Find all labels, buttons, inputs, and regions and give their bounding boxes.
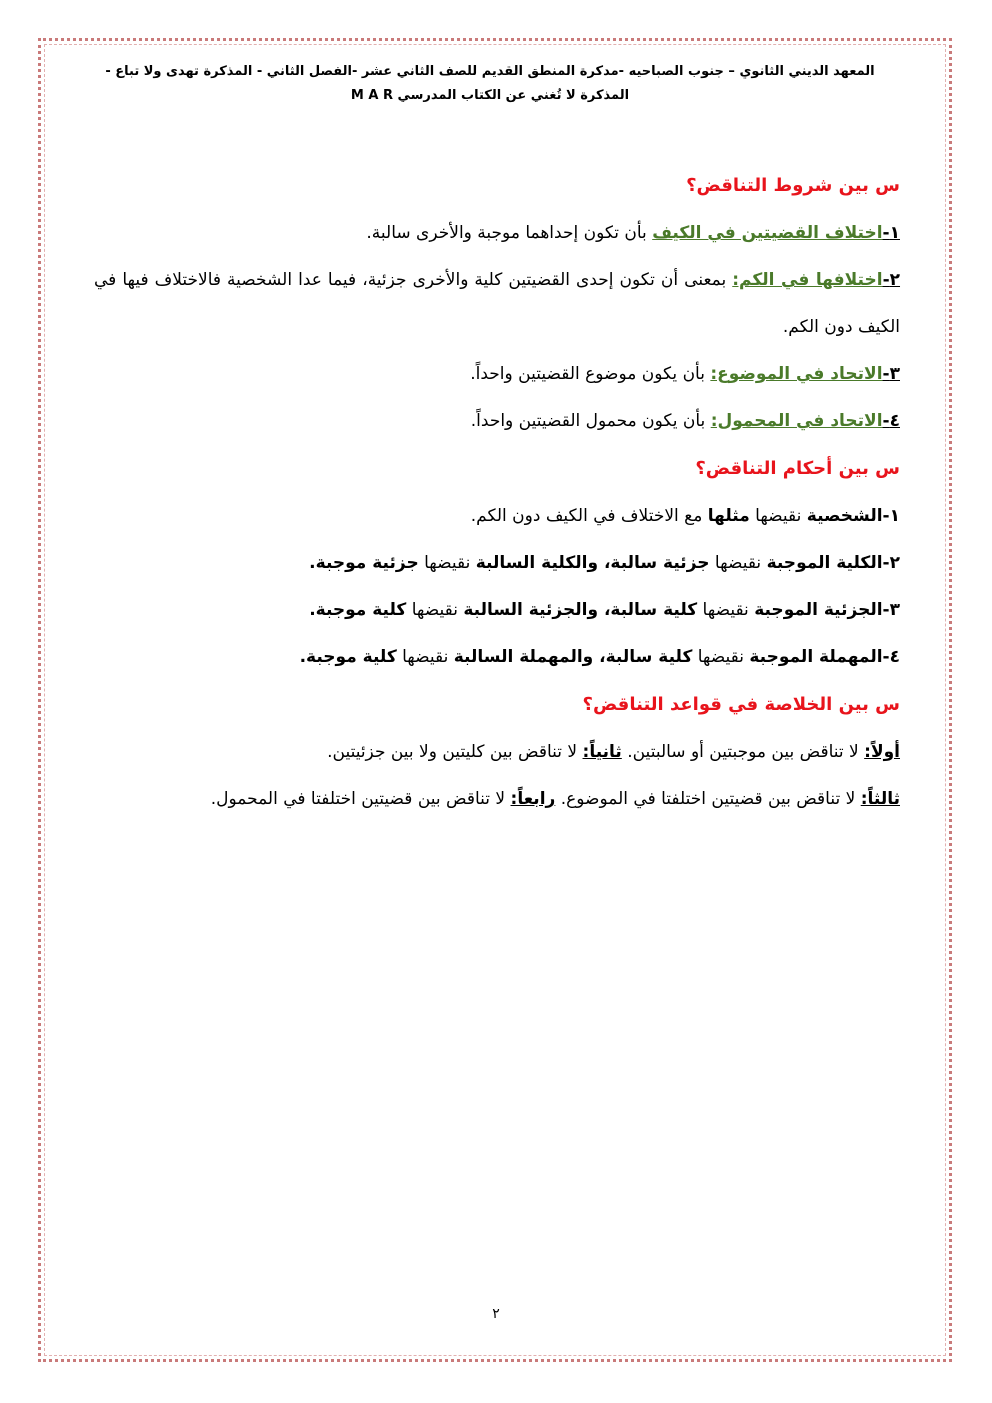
item-term: الاتحاد في المحمول: [710,411,883,431]
rule-term: جزئية موجبة. [309,553,419,573]
summary-label: رابعاً: [510,789,556,809]
question-heading: س بين أحكام التناقض؟ [695,458,900,479]
rule-term: الشخصية [806,506,883,526]
question-heading: س بين شروط التناقض؟ [686,175,900,196]
summary-line [94,729,900,776]
rule-item [94,587,900,634]
summary-text: لا تناقض بين قضيتين اختلفتا في الموضوع. [555,789,861,809]
rule-item [94,493,900,540]
rule-term: مثلها [707,506,750,526]
rule-term: جزئية سالبة، والكلية السالبة [475,553,710,573]
rule-term: الكلية الموجبة [766,553,883,573]
condition-item [94,210,900,257]
rule-text: نقيضها [697,600,755,620]
document-body [94,162,900,823]
rule-text: نقيضها [418,553,476,573]
summary-label: ثانياً: [582,742,622,762]
item-number: ٤- [882,647,900,667]
rule-term: كلية موجبة. [299,647,397,667]
summary-text: لا تناقض بين موجبتين أو سالبتين. [621,742,865,762]
rule-term: الجزئية الموجبة [754,600,883,620]
header-line-1: المعهد الديني الثانوي – جنوب الصباحيه -مدكرة المنطق القديم للصف الثاني عشر -الفصل الثاني - المذكرة تهدى ولا تباع - [105,64,875,79]
question-conditions [94,162,900,210]
rule-text: نقيضها [709,553,767,573]
rule-term: كلية سالبة، والجزئية السالبة [463,600,698,620]
rule-text: نقيضها [396,647,454,667]
question-heading: س بين الخلاصة في قواعد التناقض؟ [582,694,900,715]
summary-text: لا تناقض بين قضيتين اختلفتا في المحمول. [210,789,511,809]
condition-item [94,257,900,351]
condition-item [94,351,900,398]
item-number: ١- [882,223,900,243]
rule-term: كلية موجبة. [309,600,407,620]
rule-text: نقيضها [749,506,807,526]
rule-text: نقيضها [692,647,750,667]
item-number: ٣- [882,364,900,384]
item-number: ٢- [882,553,900,573]
rule-term: المهملة الموجبة [749,647,883,667]
rule-text: نقيضها [406,600,464,620]
item-text: بأن يكون موضوع القضيتين واحداً. [470,364,711,384]
rule-text: مع الاختلاف في الكيف دون الكم. [470,506,708,526]
rule-term: كلية سالبة، والمهملة السالبة [453,647,693,667]
summary-label: ثالثاً: [860,789,900,809]
item-term: اختلاف القضيتين في الكيف [652,223,883,243]
item-number: ١- [882,506,900,526]
summary-label: أولاً: [864,742,900,762]
item-term: اختلافها في الكم: [732,270,883,290]
item-text: بأن يكون محمول القضيتين واحداً. [470,411,711,431]
item-number: ٣- [882,600,900,620]
item-number: ٤- [882,411,900,431]
condition-item [94,398,900,445]
rule-item [94,634,900,681]
summary-text: لا تناقض بين كليتين ولا بين جزئيتين. [327,742,583,762]
item-text: بمعنى أن تكون إحدى القضيتين كلية والأخرى جزئية، فيما عدا الشخصية فالاختلاف فيها في الكيف دون الكم. [94,270,900,337]
rule-item [94,540,900,587]
page-header [80,60,900,108]
item-number: ٢- [882,270,901,290]
question-summary [94,681,900,729]
item-text: بأن تكون إحداهما موجبة والأخرى سالبة. [366,223,653,243]
header-line-2: المذكرة لا تُغني عن الكتاب المدرسي M A R [350,88,630,103]
question-rules [94,445,900,493]
item-term: الاتحاد في الموضوع: [710,364,883,384]
summary-line [94,776,900,823]
page-number: ٢ [492,1306,500,1322]
